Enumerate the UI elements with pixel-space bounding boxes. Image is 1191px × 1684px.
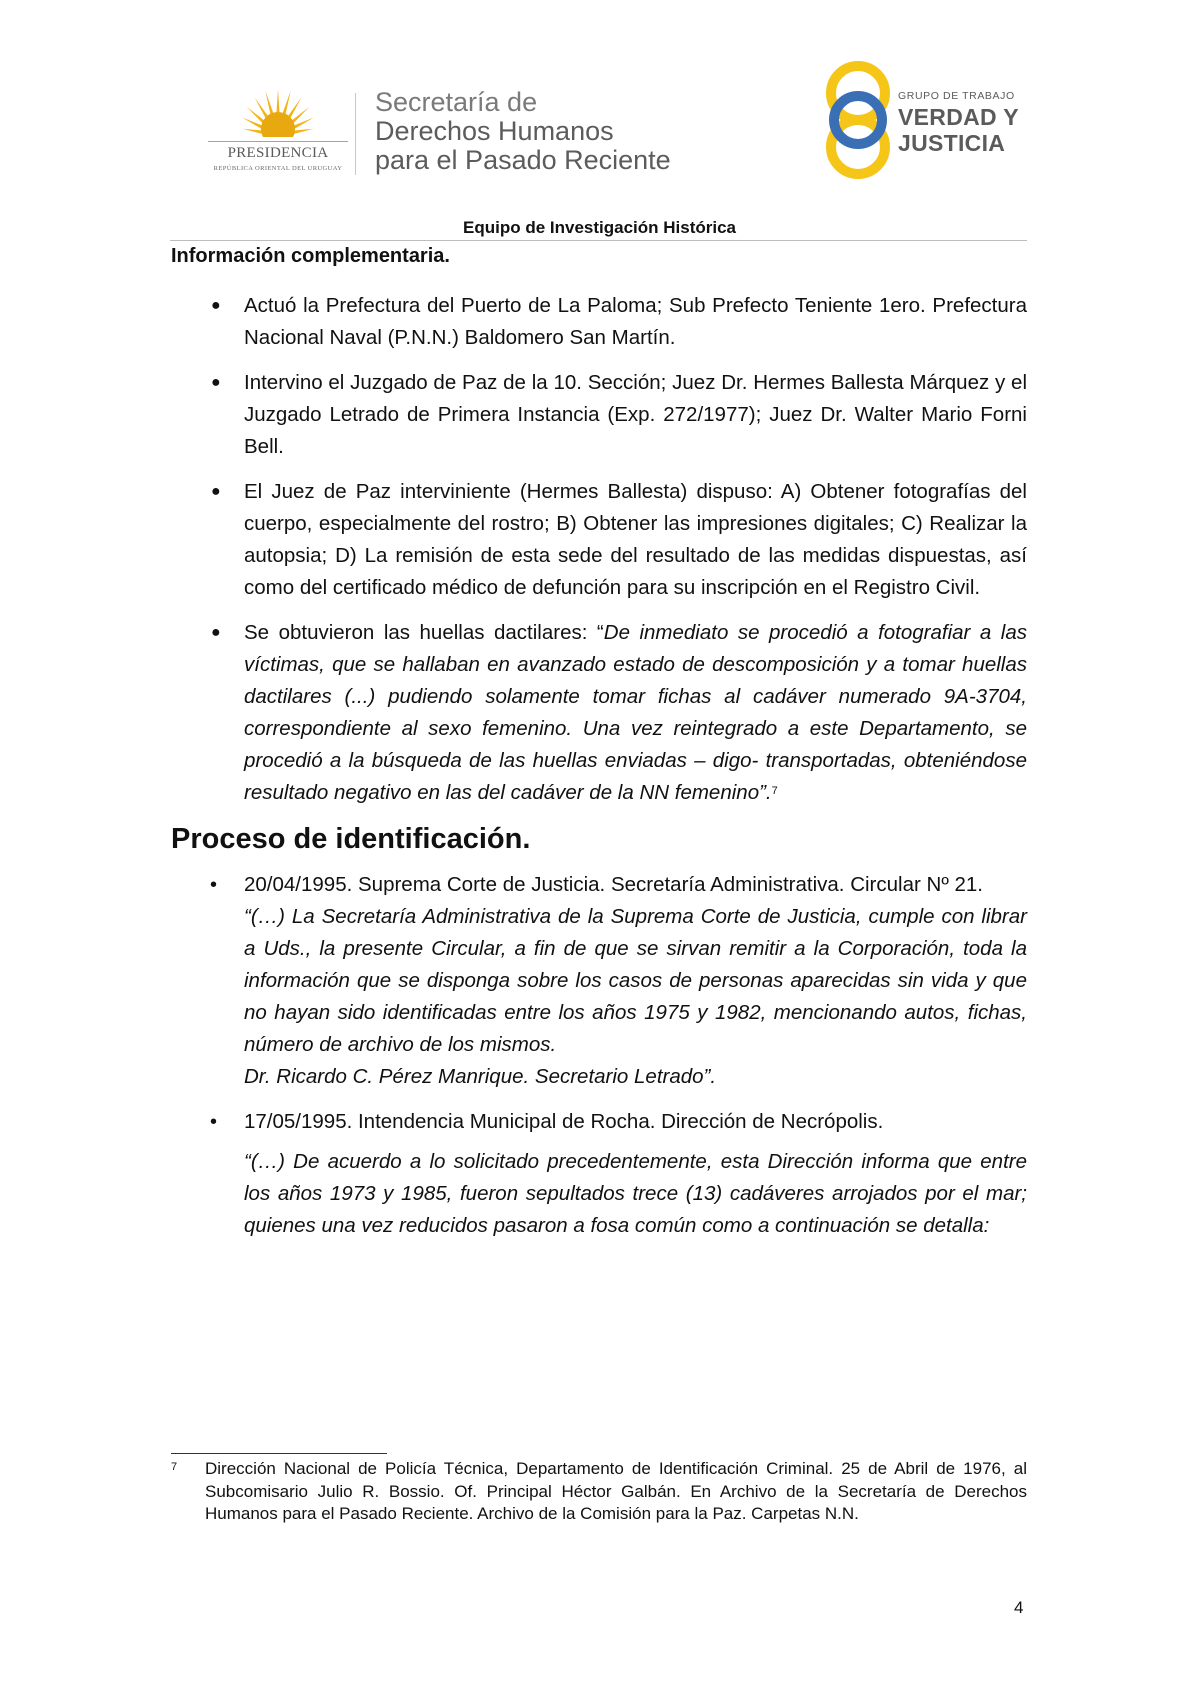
list-item-quote: “(…) La Secretaría Administrativa de la Suprema Corte de Justicia, cumple con librar a Uds., la presente Circular, a fin de que se sirvan remitir a la Corporación, toda la información que se disponga sobre los casos de personas aparecidas sin vida y que no hayan sido identificadas entre los años 1975 y 1982, mencionando autos, fichas, número de archivo de los mismos. <box>244 905 1027 1056</box>
list-item <box>171 1106 1027 1138</box>
document-body <box>171 244 1027 1255</box>
grupo-line-2: JUSTICIA <box>898 130 1006 156</box>
list-item-prefix: Se obtuvieron las huellas dactilares: “ <box>244 621 604 644</box>
footnote <box>171 1458 1027 1526</box>
footnote-ref[interactable]: 7 <box>771 785 778 797</box>
list-item-quote: “(…) De acuerdo a lo solicitado precedentemente, esta Dirección informa que entre los años 1973 y 1985, fueron sepultados trece (13) cadáveres arrojados por el mar; quienes una vez reducidos pasaron a fosa común como a continuación se detalla: <box>244 1150 1027 1237</box>
list-item <box>171 617 1027 809</box>
sun-emblem-icon <box>198 83 358 143</box>
list-item-signature: Dr. Ricardo C. Pérez Manrique. Secretario Letrado”. <box>244 1065 717 1088</box>
section-2-title: Proceso de identificación. <box>171 823 531 855</box>
list-item-text: El Juez de Paz interviniente (Hermes Ballesta) dispuso: A) Obtener fotografías del cuerpo, especialmente del rostro; B) Obtener las impresiones digitales; C) Realizar la autopsia; D) La remisión de esta sede del resultado de las medidas dispuestas, así como del certificado médico de defunción para su inscripción en el Registro Civil. <box>244 480 1027 599</box>
secretaria-line-3: para el Pasado Reciente <box>375 145 671 175</box>
bullet-icon: ● <box>211 624 221 641</box>
footnote-rule <box>171 1453 387 1454</box>
secretaria-wordmark <box>375 88 671 175</box>
secretaria-line-1: Secretaría de <box>375 87 538 117</box>
page-number: 4 <box>1014 1598 1024 1617</box>
bullet-icon: ● <box>211 297 221 314</box>
secretaria-line-2: Derechos Humanos <box>375 116 614 146</box>
list-item-text: Intervino el Juzgado de Paz de la 10. Sección; Juez Dr. Hermes Ballesta Márquez y el Juzgado Letrado de Primera Instancia (Exp. 272/1977); Juez Dr. Walter Mario Forni Bell. <box>244 371 1027 458</box>
list-item-quote: De inmediato se procedió a fotografiar a las víctimas, que se hallaban en avanzado estado de descomposición y a tomar huellas dactilares (...) pudiendo solamente tomar fichas al cadáver numerado 9A-3704, correspondiente al sexo femenino. Una vez reintegrado a este Departamento, se procedió a la búsqueda de las huellas enviadas – digo- transportadas, obteniéndose resultado negativo en las del cadáver de la NN femenino”. <box>244 621 1027 804</box>
header-rule <box>170 240 1027 241</box>
footnote-text: Dirección Nacional de Policía Técnica, Departamento de Identificación Criminal. 25 de Abril de 1976, al Subcomisario Julio R. Bossio. Of. Principal Héctor Galbán. En Archivo de la Secretaría de Derechos Humanos para el Pasado Reciente. Archivo de la Comisión para la Paz. Carpetas N.N. <box>205 1459 1027 1523</box>
grupo-trabajo-logo <box>820 58 1030 182</box>
presidencia-name: PRESIDENCIA <box>227 145 329 161</box>
team-heading-text: Equipo de Investigación Histórica <box>463 218 736 237</box>
presidencia-logo <box>198 83 358 185</box>
presidencia-subtitle: REPÚBLICA ORIENTAL DEL URUGUAY <box>213 165 343 172</box>
list-item-text: Actuó la Prefectura del Puerto de La Paloma; Sub Prefecto Teniente 1ero. Prefectura Nacional Naval (P.N.N.) Baldomero San Martín. <box>244 294 1027 349</box>
list-item-head: 17/05/1995. Intendencia Municipal de Rocha. Dirección de Necrópolis. <box>244 1110 884 1133</box>
list-item <box>171 290 1027 354</box>
header-divider <box>355 93 356 175</box>
list-item-head: 20/04/1995. Suprema Corte de Justicia. Secretaría Administrativa. Circular Nº 21. <box>244 873 984 896</box>
linked-rings-icon <box>820 58 896 182</box>
list-item <box>171 367 1027 463</box>
bullet-icon: ● <box>211 483 221 500</box>
bullet-icon: • <box>210 874 218 896</box>
grupo-small-label: GRUPO DE TRABAJO <box>898 90 1015 102</box>
team-heading <box>0 218 1191 238</box>
grupo-line-1: VERDAD Y <box>898 104 1019 130</box>
bullet-icon: • <box>210 1111 218 1133</box>
list-item <box>171 476 1027 604</box>
list-item-continuation <box>171 1146 1027 1242</box>
section-1-title: Información complementaria. <box>171 245 450 267</box>
list-item <box>171 869 1027 1093</box>
footnote-number: 7 <box>171 1461 178 1473</box>
bullet-icon: ● <box>211 374 221 391</box>
